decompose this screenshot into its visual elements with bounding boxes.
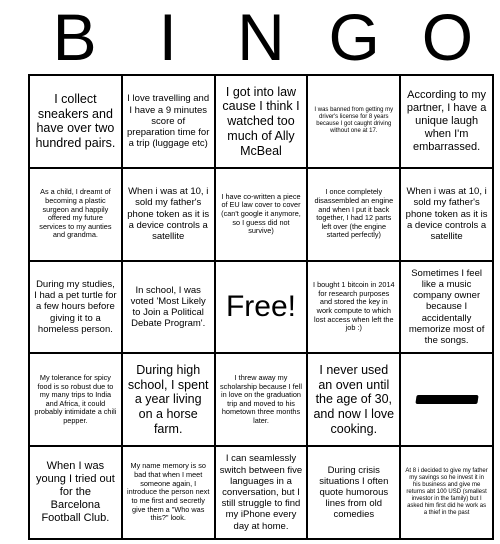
bingo-cell-text: I once completely disassembled an engine and when I put it back together, I had 12 parts left over (the engine started perfectly) (314, 187, 394, 240)
bingo-cell[interactable] (307, 353, 400, 446)
bingo-cell[interactable] (215, 446, 308, 539)
bingo-cell-text: During high school, I spent a year living on a horse farm. (127, 362, 209, 436)
bingo-cell-text: My tolerance for spicy food is so robust due to my many trips to India and Africa, it could probably intimidate a chili pepper. (34, 372, 117, 425)
bingo-cell[interactable] (307, 168, 400, 261)
bingo-cell[interactable] (29, 168, 122, 261)
bingo-cell-text: When i was at 10, i sold my father's phone token as it is a device controls a satellite (405, 186, 488, 242)
bingo-cell-text: During my studies, I had a pet turtle for a few hours before giving it to a homeless person. (34, 278, 117, 335)
bingo-cell-free[interactable] (215, 261, 308, 354)
bingo-cell-text: During crisis situations I often quote humorous lines from old comedies (319, 464, 389, 521)
bingo-cell[interactable] (400, 168, 493, 261)
header-letter-i: I (158, 0, 177, 74)
bingo-cell-text: I collect sneakers and have over two hundred pairs. (35, 91, 116, 151)
header-letter-n: N (237, 0, 285, 74)
redaction-mark (415, 395, 478, 404)
header-letter-g: G (328, 0, 380, 74)
bingo-cell-text: According to my partner, I have a unique laugh when I'm embarrassed. (406, 88, 487, 153)
bingo-cell[interactable] (215, 353, 308, 446)
bingo-cell-text: I can seamlessly switch between five languages in a conversation, but I still struggle to find my iPhone every day at home. (219, 453, 303, 532)
bingo-cell[interactable] (29, 353, 122, 446)
bingo-cell-text: In school, I was voted 'Most Likely to Join a Political Debate Program'. (130, 284, 206, 330)
bingo-cell[interactable] (122, 446, 215, 539)
bingo-cell-text: As a child, I dreamt of becoming a plastic surgeon and happily offered my future services to my aunties and grandma. (39, 187, 112, 240)
bingo-cell-text: I never used an oven until the age of 30, and now I love cooking. (313, 362, 395, 436)
bingo-cell-text: I got into law cause I think I watched too much of Ally McBeal (222, 84, 300, 158)
bingo-cell-text: I bought 1 bitcoin in 2014 for research purposes and stored the key in work compute to which lost access when left the job :) (313, 280, 395, 333)
bingo-cell[interactable] (122, 168, 215, 261)
bingo-cell[interactable] (215, 75, 308, 168)
bingo-cell-text: I threw away my scholarship because I fell in love on the graduation trip and moved to his hometown three months later. (220, 372, 302, 425)
bingo-cell-text: I was banned from getting my driver's license for 8 years because I got caught driving without one at 17. (314, 107, 394, 135)
bingo-cell[interactable] (400, 261, 493, 354)
bingo-card-grid (28, 74, 494, 540)
free-space-label: Free! (225, 290, 296, 324)
bingo-cell[interactable] (400, 446, 493, 539)
bingo-cell[interactable] (29, 261, 122, 354)
bingo-cell[interactable] (215, 168, 308, 261)
header-letter-o: O (421, 0, 474, 74)
bingo-cell[interactable] (29, 75, 122, 168)
bingo-cell-text: At 8 i decided to give my father my savings so he invest it in his business and give me returns abt 100 USD (smallest investor in the family) but I asked him first did he work as a thief in the past (405, 467, 488, 517)
bingo-cell-text: When i was at 10, i sold my father's phone token as it is a device controls a satellite (127, 186, 210, 242)
bingo-cell[interactable] (400, 353, 493, 446)
bingo-cell[interactable] (307, 446, 400, 539)
bingo-cell-text: I love travelling and I have a 9 minutes score of preparation time for a trip (luggage etc) (127, 93, 210, 150)
header-letter-b: B (52, 0, 97, 74)
bingo-cell[interactable] (29, 446, 122, 539)
bingo-cell[interactable] (400, 75, 493, 168)
bingo-header (28, 0, 494, 74)
bingo-cell[interactable] (122, 353, 215, 446)
bingo-cell-text: Sometimes I feel like a music company owner because I accidentally memorize most of the songs. (408, 267, 485, 346)
bingo-cell-text: My name memory is so bad that when I meet someone again, I introduce the person next to me first and secretly give them a "Who was this?" look. (127, 461, 210, 523)
bingo-cell-text: I have co-written a piece of EU law cover to cover (can't google it anymore, so I guess did not survive) (221, 191, 301, 236)
bingo-cell[interactable] (122, 261, 215, 354)
bingo-cell[interactable] (122, 75, 215, 168)
bingo-cell[interactable] (307, 261, 400, 354)
bingo-cell[interactable] (307, 75, 400, 168)
bingo-cell-text: When I was young I tried out for the Barcelona Football Club. (35, 460, 115, 525)
